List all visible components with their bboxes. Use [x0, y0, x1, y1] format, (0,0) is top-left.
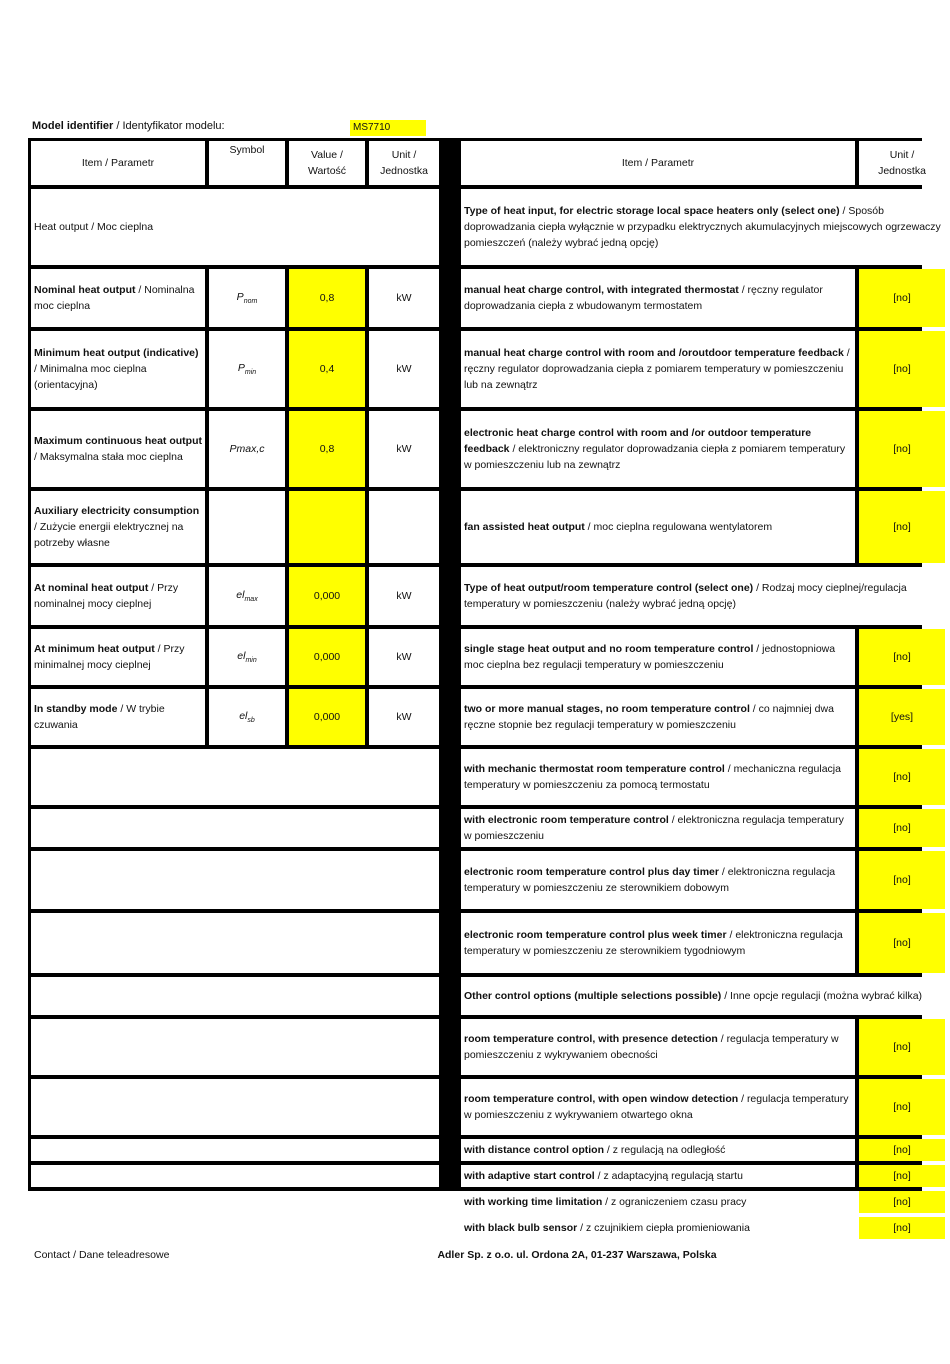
cell-text: / Identyfikator modelu:: [113, 120, 225, 132]
cell-text: [no]: [893, 1195, 911, 1208]
cell-text: / moc cieplna regulowana wentylatorem: [584, 520, 773, 533]
cell-text: kW: [396, 650, 412, 663]
header-unit: [369, 141, 439, 185]
cell-text: manual heat charge control, with integrated thermostat: [464, 283, 739, 296]
ecodesign-sheet: [28, 138, 941, 1261]
left-row-label: [31, 689, 205, 745]
right-row-label: [461, 269, 855, 327]
cell-text: [no]: [893, 873, 911, 886]
left-row-unit: [369, 411, 439, 487]
cell-text: Contact / Dane teleadresowe: [34, 1248, 170, 1261]
cell-text: 0,000: [313, 589, 341, 602]
left-row-unit: [369, 491, 439, 563]
right-row-label: [461, 689, 855, 745]
cell-text: / Inne opcje regulacji (można wybrać kilka): [721, 989, 923, 1002]
left-row-symbol: [209, 567, 285, 625]
heat-output-section: [31, 189, 439, 265]
cell-text: 0,4: [319, 362, 335, 375]
cell-text: 0,8: [319, 291, 335, 304]
cell-text: max: [244, 595, 258, 603]
cell-text: kW: [396, 291, 412, 304]
cell-text: [no]: [893, 442, 911, 455]
cell-text: manual heat charge control with room and /oroutdoor temperature feedback: [464, 346, 844, 359]
cell-text: P: [237, 361, 245, 374]
right-row-value: [859, 1191, 945, 1213]
cell-text: kW: [396, 362, 412, 375]
cell-text: Type of heat output/room temperature control (select one): [464, 581, 754, 594]
right-row-value: [859, 491, 945, 563]
left-row-unit: [369, 331, 439, 407]
left-row-unit: [369, 567, 439, 625]
contact-label: [31, 1243, 205, 1267]
left-empty-cell: [31, 913, 439, 973]
cell-text: Auxiliary electricity consumption: [34, 504, 200, 517]
cell-text: / z regulacją na odległość: [604, 1143, 726, 1156]
cell-text: / elektroniczny regulator doprowadzania ciepła z pomiarem temperatury w pomieszczeniu lub na zewnątrz: [464, 442, 846, 472]
cell-text: with black bulb sensor: [464, 1221, 578, 1234]
left-row-value: [289, 269, 365, 327]
cell-text: Jednostka: [878, 165, 926, 177]
cell-text: [no]: [893, 1169, 911, 1182]
cell-text: / elektroniczna regulacja temperatury w pomieszczeniu ze sterownikiem tygodniowym: [464, 928, 843, 957]
left-row-label: [31, 567, 205, 625]
cell-text: P: [236, 290, 244, 303]
right-row-label: [461, 913, 855, 973]
left-row-unit: [369, 269, 439, 327]
left-row-label: [31, 411, 205, 487]
cell-text: electronic heat charge control with room and /or outdoor temperature feedback: [464, 426, 812, 455]
right-row-label: [461, 331, 855, 407]
cell-text: with working time limitation: [464, 1195, 603, 1208]
right-row-label: [461, 629, 855, 685]
left-empty-cell: [31, 1217, 439, 1239]
right-row-label: [461, 411, 855, 487]
cell-text: Maximum continuous heat output: [34, 434, 202, 447]
header-item: [31, 141, 205, 185]
cell-text: room temperature control, with open window detection: [464, 1092, 739, 1105]
header-item-text: Item / Parametr: [81, 156, 155, 169]
cell-text: Heat output / Moc cieplna: [34, 220, 154, 233]
cell-text: [no]: [893, 1143, 911, 1156]
cell-text: electronic room temperature control plus day timer: [464, 865, 719, 878]
cell-text: [no]: [893, 821, 911, 834]
left-row-label: [31, 491, 205, 563]
right-row-label: [461, 491, 855, 563]
cell-text: / Nominalna moc cieplna: [34, 283, 195, 312]
cell-text: / z adaptacyjną regulacją startu: [594, 1169, 743, 1182]
cell-text: single stage heat output and no room temperature control: [464, 642, 754, 655]
cell-text: 0,000: [313, 650, 341, 663]
contact-value: [209, 1243, 945, 1267]
right-section-heading: [461, 567, 945, 625]
cell-text: min: [244, 368, 257, 376]
cell-text: / Zużycie energii elektrycznej na potrzeby własne: [34, 520, 184, 550]
cell-text: fan assisted heat output: [464, 520, 585, 533]
left-empty-cell: [31, 1079, 439, 1135]
left-empty-cell: [31, 1191, 439, 1213]
parameter-table: [28, 138, 941, 1261]
left-row-value: [289, 689, 365, 745]
model-identifier-label: [32, 120, 225, 132]
left-empty-cell: [31, 1139, 439, 1161]
cell-text: / Sposób doprowadzania ciepła wyłącznie w przypadku elektrycznych akumulacyjnych miejscowych ogrzewaczy pomieszczeń (należy wybrać jedną opcję): [464, 204, 941, 250]
cell-text: room temperature control, with presence detection: [464, 1032, 718, 1045]
cell-text: 0,8: [319, 442, 335, 455]
cell-text: [no]: [893, 1040, 911, 1053]
left-row-symbol: [209, 269, 285, 327]
cell-text: / W trybie czuwania: [34, 702, 165, 731]
right-section-heading: [461, 977, 945, 1015]
cell-text: Value /: [311, 148, 343, 161]
cell-text: [yes]: [890, 710, 914, 723]
cell-text: Nominal heat output: [34, 283, 136, 296]
cell-text: kW: [396, 589, 412, 602]
left-row-symbol: [209, 491, 285, 563]
cell-text: / elektroniczna regulacja temperatury w pomieszczeniu ze sterownikiem dobowym: [464, 865, 836, 894]
cell-text: el: [239, 709, 248, 722]
right-row-label: [461, 1191, 855, 1213]
right-section-heading: [461, 189, 945, 265]
cell-text: with adaptive start control: [464, 1169, 595, 1182]
left-empty-cell: [31, 749, 439, 805]
cell-text: [no]: [893, 1100, 911, 1113]
right-row-value: [859, 411, 945, 487]
cell-text: / Rodzaj mocy cieplnej/regulacja temperatury w pomieszczeniu (należy wybrać jedną opcję): [464, 581, 907, 610]
left-empty-cell: [31, 851, 439, 909]
cell-text: / Minimalna moc cieplna (orientacyjna): [34, 362, 147, 392]
right-row-value: [859, 809, 945, 847]
cell-text: / ręczny regulator doprowadzania ciepła z wbudowanym termostatem: [464, 283, 823, 312]
cell-text: Jednostka: [380, 165, 428, 177]
cell-text: [no]: [893, 650, 911, 663]
right-row-value: [859, 331, 945, 407]
cell-text: nom: [243, 297, 258, 305]
left-row-symbol: [209, 411, 285, 487]
cell-text: Type of heat input, for electric storage local space heaters only (select one): [464, 204, 840, 217]
left-row-label: [31, 269, 205, 327]
cell-text: el: [236, 588, 245, 601]
cell-text: [no]: [893, 520, 911, 533]
cell-text: kW: [396, 442, 412, 455]
right-row-label: [461, 1139, 855, 1161]
cell-text: [no]: [893, 291, 911, 304]
model-identifier-value: MS7710: [350, 120, 426, 136]
header-symbol: [209, 141, 285, 185]
left-row-value: [289, 411, 365, 487]
cell-text: Item / Parametr: [621, 156, 695, 169]
left-row-value: [289, 629, 365, 685]
cell-text: / jednostopniowa moc cieplna bez regulacji temperatury w pomieszczeniu: [464, 642, 836, 671]
left-empty-cell: [31, 1165, 439, 1187]
right-row-value: [859, 689, 945, 745]
cell-text: sb: [247, 716, 255, 724]
cell-text: Unit /: [391, 148, 417, 161]
right-row-value: [859, 1217, 945, 1239]
cell-text: with mechanic thermostat room temperature control: [464, 762, 725, 775]
cell-text: min: [245, 656, 257, 664]
right-row-value: [859, 1079, 945, 1135]
right-row-value: [859, 913, 945, 973]
cell-text: In standby mode: [34, 702, 118, 715]
cell-text: [no]: [893, 1221, 911, 1234]
left-empty-cell: [31, 809, 439, 847]
cell-text: At nominal heat output: [34, 581, 149, 594]
right-row-label: [461, 851, 855, 909]
right-row-label: [461, 1217, 855, 1239]
cell-text: Adler Sp. z o.o. ul. Ordona 2A, 01-237 Warszawa, Polska: [437, 1248, 717, 1261]
cell-text: / elektroniczna regulacja temperatury w pomieszczeniu: [464, 813, 844, 842]
cell-text: / co najmniej dwa ręczne stopnie bez regulacji temperatury w pomieszczeniu: [464, 702, 834, 731]
cell-text: Other control options (multiple selections possible): [464, 989, 722, 1002]
cell-text: [no]: [893, 362, 911, 375]
cell-text: [no]: [893, 936, 911, 949]
right-row-value: [859, 1019, 945, 1075]
cell-text: / z czujnikiem ciepła promieniowania: [577, 1221, 750, 1234]
left-row-value: [289, 491, 365, 563]
left-row-symbol: [209, 629, 285, 685]
cell-text: Minimum heat output (indicative): [34, 346, 199, 359]
cell-text: / regulacja temperatury w pomieszczeniu z wykrywaniem obecności: [464, 1032, 839, 1061]
right-row-value: [859, 1165, 945, 1187]
right-row-value: [859, 851, 945, 909]
header-unit-right: [859, 141, 945, 185]
right-row-label: [461, 809, 855, 847]
left-empty-cell: [31, 977, 439, 1015]
left-row-unit: [369, 689, 439, 745]
cell-text: with electronic room temperature control: [464, 813, 669, 826]
cell-text: el: [237, 649, 246, 662]
right-row-label: [461, 1019, 855, 1075]
left-row-unit: [369, 629, 439, 685]
header-item-right: [461, 141, 855, 185]
cell-text: / z ograniczeniem czasu pracy: [602, 1195, 747, 1208]
cell-text: / Przy minimalnej mocy cieplnej: [34, 642, 185, 671]
right-row-value: [859, 1139, 945, 1161]
right-row-value: [859, 629, 945, 685]
cell-text: two or more manual stages, no room temperature control: [464, 702, 750, 715]
cell-text: [no]: [893, 770, 911, 783]
header-symbol-text: Symbol: [229, 144, 265, 156]
cell-text: with distance control option: [464, 1143, 604, 1156]
cell-text: Wartość: [307, 165, 347, 177]
cell-text: 0,000: [313, 710, 341, 723]
right-row-label: [461, 1079, 855, 1135]
cell-text: At minimum heat output: [34, 642, 155, 655]
cell-text: / Przy nominalnej mocy cieplnej: [34, 581, 179, 610]
left-row-symbol: [209, 689, 285, 745]
left-row-label: [31, 331, 205, 407]
cell-text: electronic room temperature control plus week timer: [464, 928, 727, 941]
right-row-label: [461, 749, 855, 805]
cell-text: Unit /: [889, 148, 915, 161]
cell-text: / Maksymalna stała moc cieplna: [34, 451, 183, 463]
left-row-value: [289, 331, 365, 407]
cell-text: Pmax,c: [229, 442, 265, 455]
left-row-value: [289, 567, 365, 625]
right-row-label: [461, 1165, 855, 1187]
left-row-label: [31, 629, 205, 685]
right-row-value: [859, 269, 945, 327]
cell-text: kW: [396, 710, 412, 723]
cell-text: / regulacja temperatury w pomieszczeniu z wykrywaniem otwartego okna: [464, 1092, 849, 1121]
header-value: [289, 141, 365, 185]
left-row-symbol: [209, 331, 285, 407]
cell-text: / ręczny regulator doprowadzania ciepła z pomiarem temperatury w pomieszczeniu lub na zewnątrz: [464, 346, 850, 392]
cell-text: / mechaniczna regulacja temperatury w pomieszczeniu za pomocą termostatu: [464, 762, 841, 791]
left-empty-cell: [31, 1019, 439, 1075]
cell-text: Model identifier: [32, 120, 114, 132]
right-row-value: [859, 749, 945, 805]
